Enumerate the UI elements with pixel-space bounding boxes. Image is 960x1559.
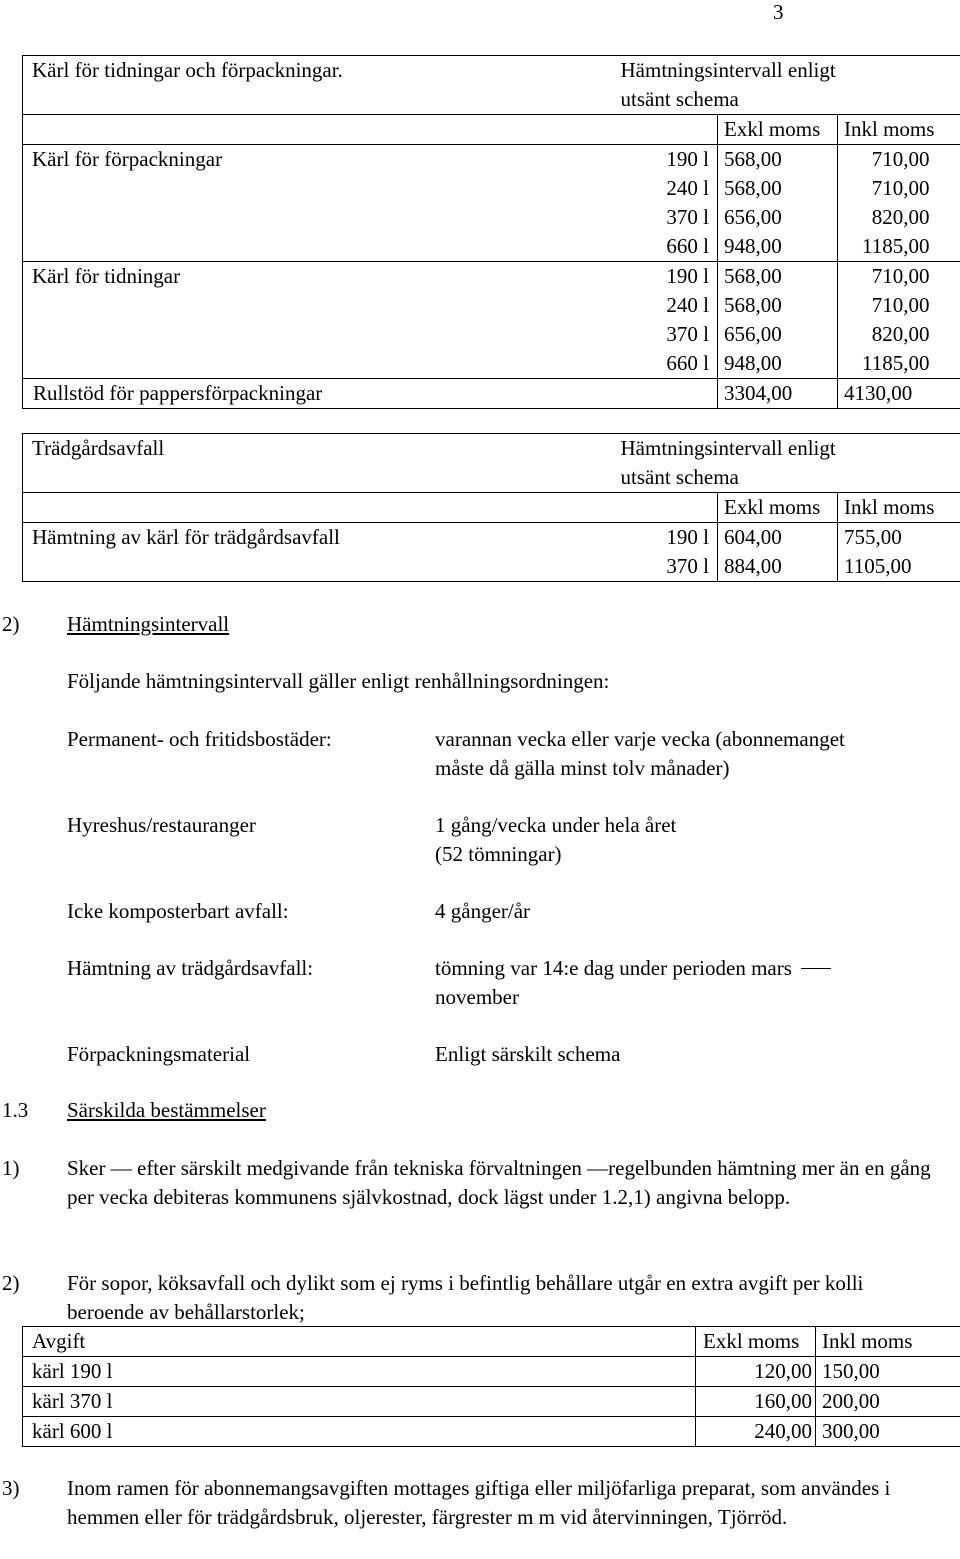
fee-exkl: 160,00	[696, 1387, 816, 1417]
paragraph-1	[67, 1154, 959, 1212]
fee-inkl: 300,00	[816, 1417, 960, 1447]
section-intro: Följande hämtningsintervall gäller enligt renhållningsordningen:	[67, 669, 610, 693]
column-header: Inkl moms	[816, 1327, 960, 1357]
column-header-inkl: Inkl moms	[838, 493, 960, 523]
interval-value: november	[435, 985, 519, 1009]
row-label: Kärl för förpackningar	[23, 145, 613, 262]
table-header-row	[23, 1327, 960, 1357]
price-exkl: 884,00	[724, 554, 782, 578]
interval-value: 4 gånger/år	[435, 899, 531, 923]
page-number: 3	[773, 0, 784, 24]
price-exkl: 948,00	[724, 351, 782, 375]
bin-size: 660 l	[666, 234, 709, 258]
bin-size: 370 l	[666, 322, 709, 346]
fee-bin: kärl 370 l	[23, 1387, 696, 1417]
interval-value: måste då gälla minst tolv månader)	[435, 756, 730, 780]
price-inkl: 4130,00	[838, 379, 960, 409]
table-row	[23, 262, 960, 379]
packaging-price-table	[22, 55, 960, 409]
paragraph-number: 3)	[2, 1476, 20, 1500]
interval-heading-line1: Hämtningsintervall enligt	[613, 434, 960, 464]
column-header: Exkl moms	[696, 1327, 816, 1357]
section-heading: Hämtningsintervall	[67, 612, 230, 636]
column-header-inkl: Inkl moms	[838, 115, 960, 145]
paragraph-2-text: För sopor, köksavfall och dylikt som ej ryms i befintlig behållare utgår en extra avgift per kolli beroende av behållarstorlek;	[67, 1271, 864, 1324]
bin-size: 370 l	[666, 205, 709, 229]
interval-value: tömning var 14:e dag under perioden mars	[435, 954, 831, 983]
paragraph-3-text: Inom ramen för abonnemangsavgiften mottages giftiga eller miljöfarliga preparat, som användes i hemmen eller för trädgårdsbruk, oljerester, färgrester m m vid återvinningen, Tjörröd.	[67, 1476, 891, 1529]
interval-label: Hyreshus/restauranger	[67, 813, 256, 837]
section-number: 2)	[2, 612, 20, 636]
fee-bin: kärl 190 l	[23, 1357, 696, 1387]
section-number: 1.3	[2, 1098, 29, 1122]
bin-size: 190 l	[666, 525, 709, 549]
bin-size: 240 l	[666, 293, 709, 317]
price-inkl: 1105,00	[844, 554, 912, 578]
paragraph-1-text: Sker — efter särskilt medgivande från tekniska förvaltningen —regelbunden hämtning mer än en gång per vecka debiteras kommunens självkostnad, dock lägst under 1.2,1) angivna belopp.	[67, 1156, 931, 1209]
price-inkl: 710,00	[871, 264, 930, 288]
price-exkl: 568,00	[724, 264, 782, 288]
price-inkl: 1185,00	[862, 351, 930, 375]
interval-label: Permanent- och fritidsbostäder:	[67, 727, 332, 751]
price-inkl: 710,00	[871, 147, 930, 171]
paragraph-number: 1)	[2, 1156, 20, 1180]
price-inkl: 1185,00	[862, 234, 930, 258]
table-row	[23, 145, 960, 262]
row-label: Hämtning av kärl för trädgårdsavfall	[23, 523, 613, 582]
interval-label: Hämtning av trädgårdsavfall:	[67, 956, 314, 980]
row-label: Rullstöd för pappersförpackningar	[23, 379, 718, 409]
interval-label: Förpackningsmaterial	[67, 1042, 251, 1066]
interval-heading-line1: Hämtningsintervall enligt	[613, 56, 960, 86]
table-row	[23, 523, 960, 582]
paragraph-3	[67, 1474, 957, 1532]
fee-inkl: 200,00	[816, 1387, 960, 1417]
table-row	[23, 1357, 960, 1387]
price-exkl: 568,00	[724, 176, 782, 200]
price-exkl: 948,00	[724, 234, 782, 258]
price-inkl: 710,00	[871, 176, 930, 200]
price-exkl: 568,00	[724, 293, 782, 317]
bin-size: 660 l	[666, 351, 709, 375]
price-inkl: 820,00	[871, 322, 930, 346]
paragraph-number: 2)	[2, 1271, 20, 1295]
price-inkl: 820,00	[871, 205, 930, 229]
interval-heading-line2: utsänt schema	[620, 465, 739, 489]
price-exkl: 656,00	[724, 205, 782, 229]
table-title: Trädgårdsavfall	[23, 434, 613, 464]
price-inkl: 710,00	[871, 293, 930, 317]
table-row	[23, 379, 960, 409]
interval-value: (52 tömningar)	[435, 842, 562, 866]
garden-waste-price-table	[22, 433, 960, 582]
interval-value: 1 gång/vecka under hela året	[435, 813, 677, 837]
interval-value: varannan vecka eller varje vecka (abonnemanget	[435, 727, 845, 751]
bin-size: 190 l	[666, 147, 709, 171]
column-header-exkl: Exkl moms	[718, 493, 838, 523]
price-exkl: 656,00	[724, 322, 782, 346]
interval-label: Icke komposterbart avfall:	[67, 899, 289, 923]
paragraph-2	[67, 1269, 937, 1327]
column-header-exkl: Exkl moms	[718, 115, 838, 145]
price-exkl: 3304,00	[718, 379, 838, 409]
dash-line	[801, 968, 831, 969]
section-heading: Särskilda bestämmelser	[67, 1098, 266, 1122]
table-row	[23, 1417, 960, 1447]
extra-fee-table	[22, 1326, 960, 1447]
fee-exkl: 120,00	[696, 1357, 816, 1387]
table-row	[23, 1387, 960, 1417]
column-header: Avgift	[23, 1327, 696, 1357]
bin-size: 190 l	[666, 264, 709, 288]
table-title: Kärl för tidningar och förpackningar.	[23, 56, 613, 86]
fee-bin: kärl 600 l	[23, 1417, 696, 1447]
bin-size: 240 l	[666, 176, 709, 200]
price-exkl: 568,00	[724, 147, 782, 171]
fee-inkl: 150,00	[816, 1357, 960, 1387]
fee-exkl: 240,00	[696, 1417, 816, 1447]
price-inkl: 755,00	[844, 525, 902, 549]
interval-value: Enligt särskilt schema	[435, 1042, 621, 1066]
row-label: Kärl för tidningar	[23, 262, 613, 379]
interval-heading-line2: utsänt schema	[620, 87, 739, 111]
price-exkl: 604,00	[724, 525, 782, 549]
bin-size: 370 l	[666, 554, 709, 578]
